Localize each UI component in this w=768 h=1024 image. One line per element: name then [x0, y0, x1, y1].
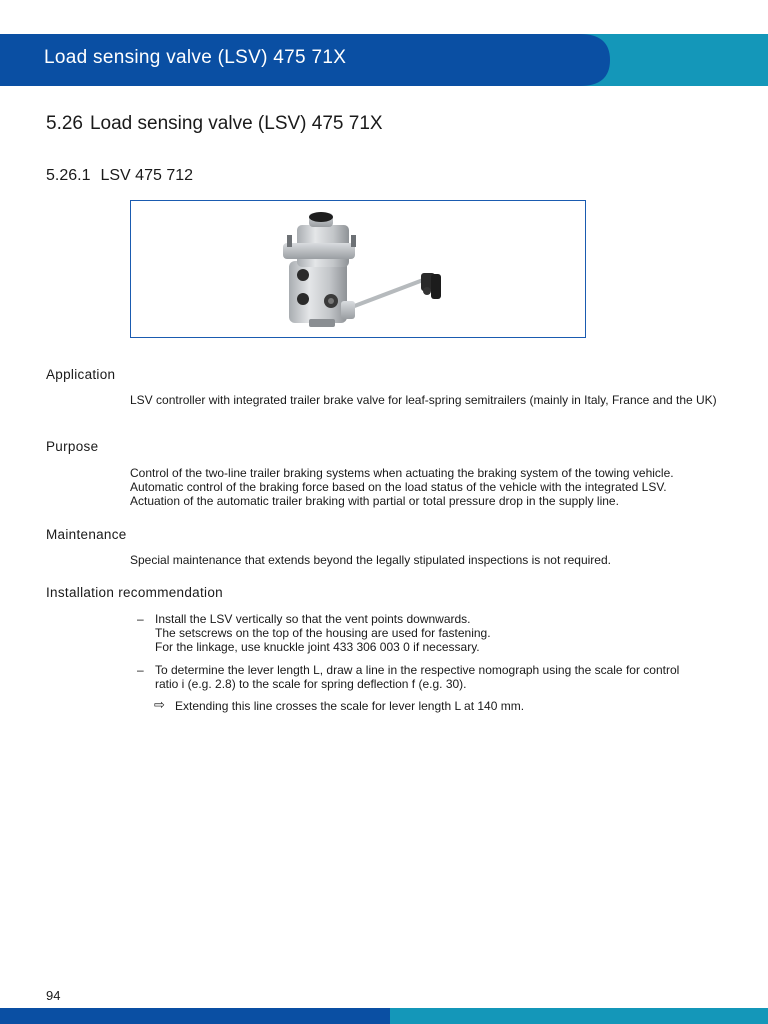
footer-band	[0, 1008, 768, 1024]
maintenance-text	[130, 553, 726, 567]
subsection-number: 5.26.1	[46, 167, 91, 184]
header-title: Load sensing valve (LSV) 475 71X	[44, 47, 347, 68]
result-text: Extending this line crosses the scale for lever length L at 140 mm.	[175, 699, 525, 713]
purpose-line: Automatic control of the braking force based on the load status of the vehicle with the integrated LSV.	[130, 480, 667, 494]
purpose-line: Control of the two-line trailer braking systems when actuating the braking system of the towing vehicle.	[130, 466, 674, 480]
installation-line: ratio i (e.g. 2.8) to the scale for spring deflection f (e.g. 30).	[155, 677, 467, 691]
installation-line: The setscrews on the top of the housing are used for fastening.	[155, 626, 491, 640]
installation-line: For the linkage, use knuckle joint 433 306 003 0 if necessary.	[155, 640, 480, 654]
subsection-title	[46, 167, 193, 185]
section-title-text: Load sensing valve (LSV) 475 71X	[89, 113, 383, 134]
section-number: 5.26	[46, 113, 83, 134]
maintenance-paragraph: Special maintenance that extends beyond the legally stipulated inspections is not required.	[130, 553, 611, 567]
installation-line: To determine the lever length L, draw a line in the respective nomograph using the scale for control	[155, 663, 680, 677]
application-paragraph: LSV controller with integrated trailer brake valve for leaf-spring semitrailers (mainly in Italy, France and the UK)	[130, 393, 717, 407]
purpose-text	[130, 466, 726, 508]
purpose-line: Actuation of the automatic trailer braking with partial or total pressure drop in the supply line.	[130, 494, 619, 508]
footer-band-light	[390, 1008, 768, 1024]
subsection-title-text: LSV 475 712	[100, 167, 194, 184]
installation-label: Installation recommendation	[46, 585, 223, 600]
list-dash: –	[137, 663, 144, 677]
load-sensing-valve-icon	[131, 201, 587, 339]
page-number: 94	[46, 988, 61, 1003]
product-image-frame	[130, 200, 586, 338]
installation-line: Install the LSV vertically so that the vent points downwards.	[155, 612, 471, 626]
section-title	[46, 113, 383, 135]
maintenance-label: Maintenance	[46, 527, 127, 542]
result-arrow-icon: ⇨	[154, 697, 165, 712]
application-label: Application	[46, 367, 116, 382]
purpose-label: Purpose	[46, 439, 99, 454]
footer-band-dark	[0, 1008, 390, 1024]
list-dash: –	[137, 612, 144, 626]
application-text	[130, 393, 726, 407]
